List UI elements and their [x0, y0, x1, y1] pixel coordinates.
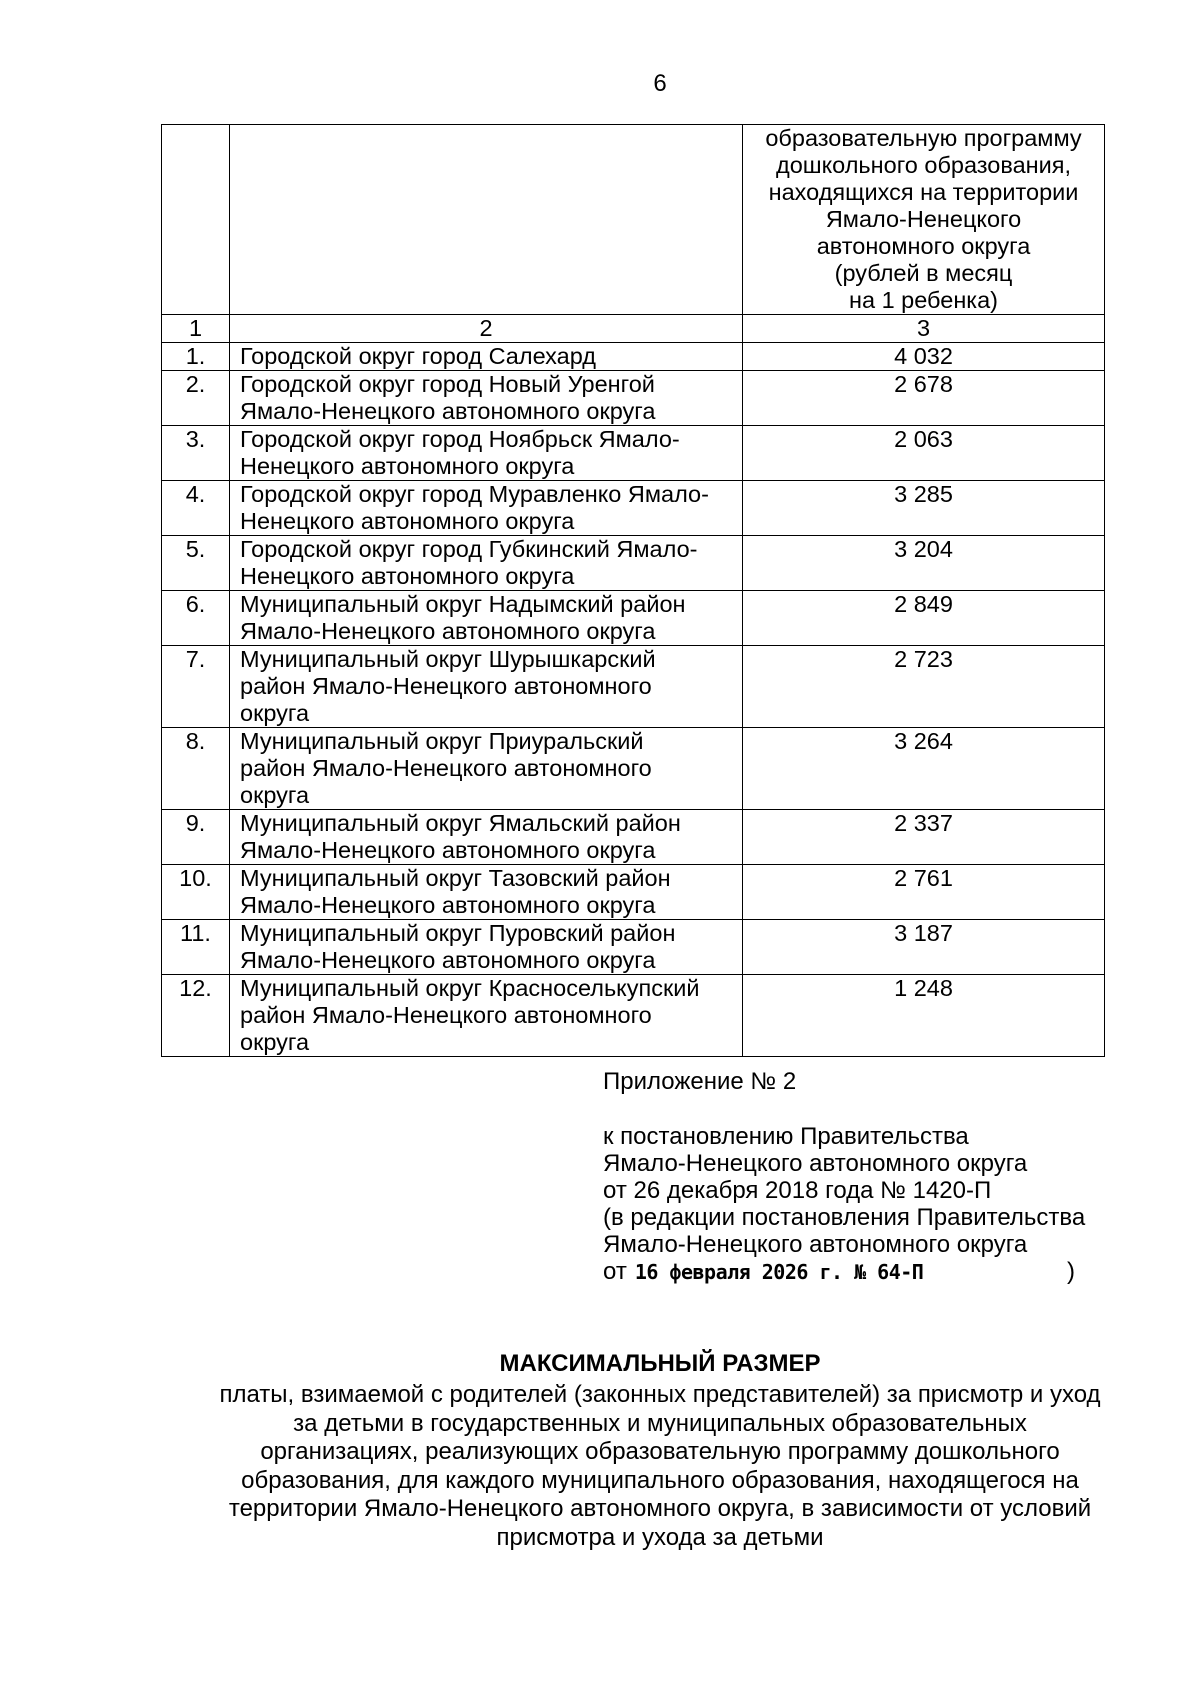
municipality-name-line: Ямало-Ненецкого автономного округа	[240, 892, 656, 918]
table-row	[162, 865, 1105, 920]
municipality-name	[230, 728, 743, 810]
subtitle-line: присмотра и ухода за детьми	[496, 1523, 824, 1551]
table-row	[162, 591, 1105, 646]
appendix-line: к постановлению Правительства	[603, 1123, 969, 1150]
municipality-name	[230, 810, 743, 865]
row-number: 1.	[162, 343, 230, 371]
row-number: 2.	[162, 371, 230, 426]
municipality-name-line: Ямало-Ненецкого автономного округа	[240, 618, 656, 644]
municipality-name-line: округа	[240, 782, 310, 808]
header-line: автономного округа	[816, 233, 1031, 259]
municipality-name-line: Городской округ город Новый Уренгой	[240, 371, 655, 397]
appendix-line: Ямало-Ненецкого автономного округа	[603, 1150, 1028, 1177]
closing-parenthesis: )	[1067, 1258, 1075, 1285]
municipality-name-line: Ненецкого автономного округа	[240, 508, 575, 534]
municipality-name	[230, 536, 743, 591]
municipality-name-line: Муниципальный округ Тазовский район	[240, 865, 671, 891]
row-number: 3.	[162, 426, 230, 481]
fee-value: 3 204	[743, 536, 1105, 591]
fee-value: 1 248	[743, 975, 1105, 1057]
municipality-name-line: Муниципальный округ Приуральский	[240, 728, 644, 754]
page-number: 6	[653, 70, 667, 97]
table-row	[162, 426, 1105, 481]
date-stamp: 16 февраля 2026 г. № 64-П	[634, 1260, 924, 1284]
municipality-name-line: Ямало-Ненецкого автономного округа	[240, 398, 656, 424]
subtitle-line: платы, взимаемой с родителей (законных представителей) за присмотр и уход	[219, 1381, 1101, 1408]
amendment-date-line	[603, 1258, 1085, 1286]
municipality-name-line: Муниципальный округ Красноселькупский	[240, 975, 700, 1001]
municipality-name-line: округа	[240, 1029, 310, 1055]
table-row	[162, 728, 1105, 810]
municipality-name-line: Муниципальный округ Ямальский район	[240, 810, 681, 836]
header-line: на 1 ребенка)	[849, 287, 998, 313]
municipality-name-line: Муниципальный округ Шурышкарский	[240, 646, 656, 672]
fee-value: 2 761	[743, 865, 1105, 920]
row-number: 4.	[162, 481, 230, 536]
municipality-name	[230, 865, 743, 920]
municipality-name-line: Ямало-Ненецкого автономного округа	[240, 947, 656, 973]
row-number: 7.	[162, 646, 230, 728]
document-subtitle	[170, 1381, 1150, 1552]
table-row	[162, 481, 1105, 536]
row-number: 5.	[162, 536, 230, 591]
header-cell-number	[162, 125, 230, 315]
table-row	[162, 975, 1105, 1057]
row-number: 11.	[162, 920, 230, 975]
row-number: 9.	[162, 810, 230, 865]
fee-value: 2 063	[743, 426, 1105, 481]
municipality-name-line: район Ямало-Ненецкого автономного	[240, 1002, 652, 1028]
column-number-row	[162, 315, 1105, 343]
column-number: 3	[743, 315, 1105, 343]
appendix-line: (в редакции постановления Правительства	[603, 1204, 1086, 1231]
fee-value: 2 723	[743, 646, 1105, 728]
subtitle-line: территории Ямало-Ненецкого автономного округа, в зависимости от условий	[228, 1495, 1092, 1522]
subtitle-line: организациях, реализующих образовательную программу дошкольного	[260, 1438, 1060, 1465]
fee-value: 2 337	[743, 810, 1105, 865]
appendix-line: Ямало-Ненецкого автономного округа	[603, 1231, 1028, 1258]
table-header-row	[162, 125, 1105, 315]
table-row	[162, 646, 1105, 728]
header-line: (рублей в месяц	[834, 260, 1013, 286]
header-line: образовательную программу	[765, 125, 1082, 151]
date-prefix: от	[603, 1258, 627, 1285]
municipality-name-line: Ненецкого автономного округа	[240, 563, 575, 589]
municipality-name-line: Муниципальный округ Надымский район	[240, 591, 686, 617]
municipality-name-line: Городской округ город Салехард	[240, 343, 596, 369]
municipality-name-line: Городской округ город Муравленко Ямало-	[240, 481, 709, 507]
municipality-name	[230, 646, 743, 728]
table-row	[162, 810, 1105, 865]
municipality-name	[230, 591, 743, 646]
municipality-name-line: округа	[240, 700, 310, 726]
appendix-line: от 26 декабря 2018 года № 1420-П	[603, 1177, 992, 1204]
header-cell-name	[230, 125, 743, 315]
appendix-block	[603, 1068, 1085, 1286]
municipality-name-line: Ямало-Ненецкого автономного округа	[240, 837, 656, 863]
fee-value: 2 849	[743, 591, 1105, 646]
column-number: 1	[162, 315, 230, 343]
municipality-name-line: Ненецкого автономного округа	[240, 453, 575, 479]
row-number: 10.	[162, 865, 230, 920]
fee-value: 3 264	[743, 728, 1105, 810]
column-number: 2	[230, 315, 743, 343]
appendix-title: Приложение № 2	[603, 1068, 797, 1095]
municipality-name	[230, 343, 743, 371]
subtitle-line: за детьми в государственных и муниципальных образовательных	[293, 1409, 1027, 1437]
header-line: дошкольного образования,	[775, 152, 1072, 178]
table-row	[162, 536, 1105, 591]
header-line: находящихся на территории	[768, 179, 1079, 205]
table-row	[162, 920, 1105, 975]
header-cell-rate	[743, 125, 1105, 315]
subtitle-line: образования, для каждого муниципального образования, находящегося на	[241, 1466, 1079, 1494]
table-row	[162, 343, 1105, 371]
municipality-name-line: Городской округ город Губкинский Ямало-	[240, 536, 698, 562]
fee-value: 2 678	[743, 371, 1105, 426]
header-line: Ямало-Ненецкого	[825, 206, 1022, 232]
municipality-name-line: район Ямало-Ненецкого автономного	[240, 673, 652, 699]
table-row	[162, 371, 1105, 426]
municipality-name	[230, 371, 743, 426]
row-number: 8.	[162, 728, 230, 810]
municipality-name	[230, 426, 743, 481]
municipality-name-line: Муниципальный округ Пуровский район	[240, 920, 676, 946]
document-heading: МАКСИМАЛЬНЫЙ РАЗМЕР	[499, 1350, 821, 1377]
fee-value: 4 032	[743, 343, 1105, 371]
row-number: 12.	[162, 975, 230, 1057]
rates-table	[161, 124, 1105, 1057]
municipality-name-line: Городской округ город Ноябрьск Ямало-	[240, 426, 680, 452]
fee-value: 3 285	[743, 481, 1105, 536]
municipality-name	[230, 920, 743, 975]
row-number: 6.	[162, 591, 230, 646]
municipality-name-line: район Ямало-Ненецкого автономного	[240, 755, 652, 781]
fee-value: 3 187	[743, 920, 1105, 975]
municipality-name	[230, 481, 743, 536]
municipality-name	[230, 975, 743, 1057]
